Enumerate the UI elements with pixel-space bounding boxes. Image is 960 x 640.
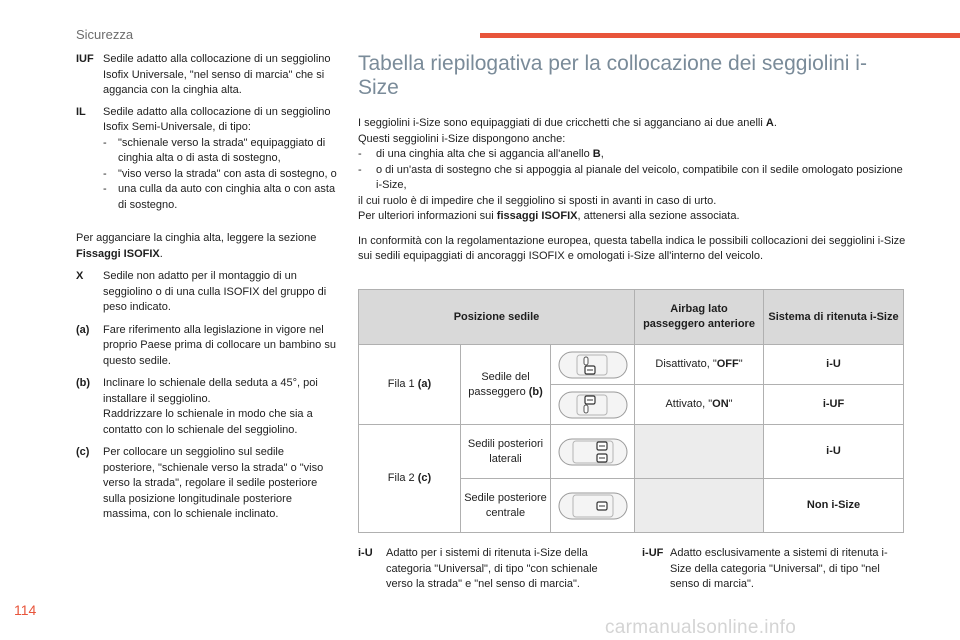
legend-code: i-U (358, 547, 373, 559)
legend-iuf (642, 546, 904, 593)
definition-code: IUF (76, 53, 94, 65)
note-b (76, 376, 338, 438)
table-row (359, 425, 904, 479)
seat-diagram-cell (551, 385, 635, 425)
note-text: Inclinare lo schienale della seduta a 45°, poi installare il seggiolino. (103, 377, 318, 405)
right-column (358, 52, 906, 265)
airbag-not-applicable (635, 425, 764, 479)
header-position: Posizione sedile (359, 290, 635, 345)
row-label-fila-2: Fila 2 (c) (359, 425, 461, 533)
list-item: - di una cinghia alta che si aggancia all'anello B, (358, 148, 604, 160)
list-item: - "viso verso la strada" con asta di sostegno, o (103, 167, 337, 180)
note-code: (c) (76, 446, 90, 458)
definition-code: IL (76, 105, 86, 118)
legend-text: Adatto per i sistemi di ritenuta i-Size della categoria "Universal", di tipo "con schienale verso la strada" e "nel senso di marcia". (386, 547, 598, 590)
header-system: Sistema di ritenuta i-Size (764, 290, 904, 345)
seat-passenger: Sedile del passeggero (b) (461, 345, 551, 425)
note-text: Per collocare un seggiolino sul sedile posteriore, "schienale verso la strada" o "viso verso la strada", regolare il sedile posteriore sulla posizione longitudinale posteriore massima, con lo schienale inclinato. (103, 446, 324, 520)
status-badge: i-U (764, 345, 904, 385)
note-code: (a) (76, 323, 90, 336)
seat-rear-lateral: Sedili posteriori laterali (461, 425, 551, 479)
conformity-paragraph: In conformità con la regolamentazione europea, questa tabella indica le possibili collocazioni dei seggiolini i-Size sui sedili equipaggiati di ancoraggi ISOFIX e omologati i-Size all'interno del veicolo. (358, 234, 906, 262)
anchor-note: Per agganciare la cinghia alta, leggere la sezione Fissaggi ISOFIX. (76, 232, 317, 260)
airbag-on: Attivato, "ON" (635, 385, 764, 425)
car-seat-forward-icon (557, 390, 629, 420)
legend-code: i-UF (642, 547, 664, 559)
table-header-row (359, 290, 904, 345)
note-code: (b) (76, 377, 91, 389)
definition-text: Sedile adatto alla collocazione di un seggiolino Isofix Semi-Universale, di tipo: (103, 105, 331, 133)
header-airbag: Airbag lato passeggero anteriore (635, 290, 764, 345)
list-item: - "schienale verso la strada" equipaggiato di cinghia alta o di asta di sostegno, (103, 136, 326, 164)
link-fissaggi-isofix: fissaggi ISOFIX (496, 210, 578, 222)
note-text: Raddrizzare lo schienale in modo che sia a contatto con lo schienale del seggiolino. (103, 408, 313, 436)
table-row (359, 345, 904, 385)
il-type-list (103, 136, 338, 214)
definition-x (76, 269, 338, 316)
page-number: 114 (14, 602, 37, 618)
intro-paragraph: I seggiolini i-Size sono equipaggiati di due cricchetti che si agganciano ai due anelli A. Questi seggiolini i-Size dispongono anche: - di una cinghia alta che si aggancia all'anello B, - o di un'asta di sostegno che si appoggia al pianale del veicolo, compatibile con il sedile omologato posizione i-Size, il cui ruolo è di impedire che il seggiolino si sposti in avanti in caso di urto. Per ulteriori informazioni sui fissaggi ISOFIX, attenersi alla sezione associata. (358, 116, 906, 225)
definition-text: Sedile non adatto per il montaggio di un seggiolino o di una culla ISOFIX del gruppo di peso indicato. (103, 270, 327, 313)
isize-seat-table (358, 289, 904, 533)
list-item: - una culla da auto con cinghia alta o con asta di sostegno. (103, 183, 336, 211)
note-a (76, 323, 338, 370)
definition-text: Sedile adatto alla collocazione di un seggiolino Isofix Universale, "nel senso di marcia" che si aggancia con la cinghia alta. (103, 53, 331, 96)
seat-diagram-cell (551, 479, 635, 533)
status-badge: Non i-Size (764, 479, 904, 533)
legend-iu (358, 546, 618, 593)
airbag-off: Disattivato, "OFF" (635, 345, 764, 385)
section-header: Sicurezza (76, 27, 134, 42)
legend-text: Adatto esclusivamente a sistemi di ritenuta i-Size della categoria "Universal", di tipo "nel senso di marcia". (670, 547, 888, 590)
status-badge: i-U (764, 425, 904, 479)
list-item: - o di un'asta di sostegno che si appoggia al pianale del veicolo, compatibile con il sedile omologato posizione i-Size, (358, 163, 903, 191)
definition-iuf (76, 52, 338, 99)
link-fissaggi-isofix: Fissaggi ISOFIX (76, 247, 160, 260)
car-rear-center-seat-icon (557, 491, 629, 521)
seat-rear-center: Sedile posteriore centrale (461, 479, 551, 533)
watermark: carmanualsonline.info (605, 617, 797, 638)
header-accent-bar (480, 33, 960, 38)
left-column (76, 52, 338, 523)
definition-il (76, 105, 338, 214)
row-label-fila-1: Fila 1 (a) (359, 345, 461, 425)
car-rear-lateral-seats-icon (557, 437, 629, 467)
page-title: Tabella riepilogativa per la collocazione dei seggiolini i-Size (358, 52, 867, 99)
note-c (76, 445, 338, 523)
definition-code: X (76, 270, 84, 282)
seat-diagram-cell (551, 425, 635, 479)
seat-diagram-cell (551, 345, 635, 385)
airbag-not-applicable (635, 479, 764, 533)
car-seat-rearward-icon (557, 350, 629, 380)
status-badge: i-UF (764, 385, 904, 425)
note-text: Fare riferimento alla legislazione in vigore nel proprio Paese prima di collocare un bambino su questo sedile. (103, 323, 336, 367)
